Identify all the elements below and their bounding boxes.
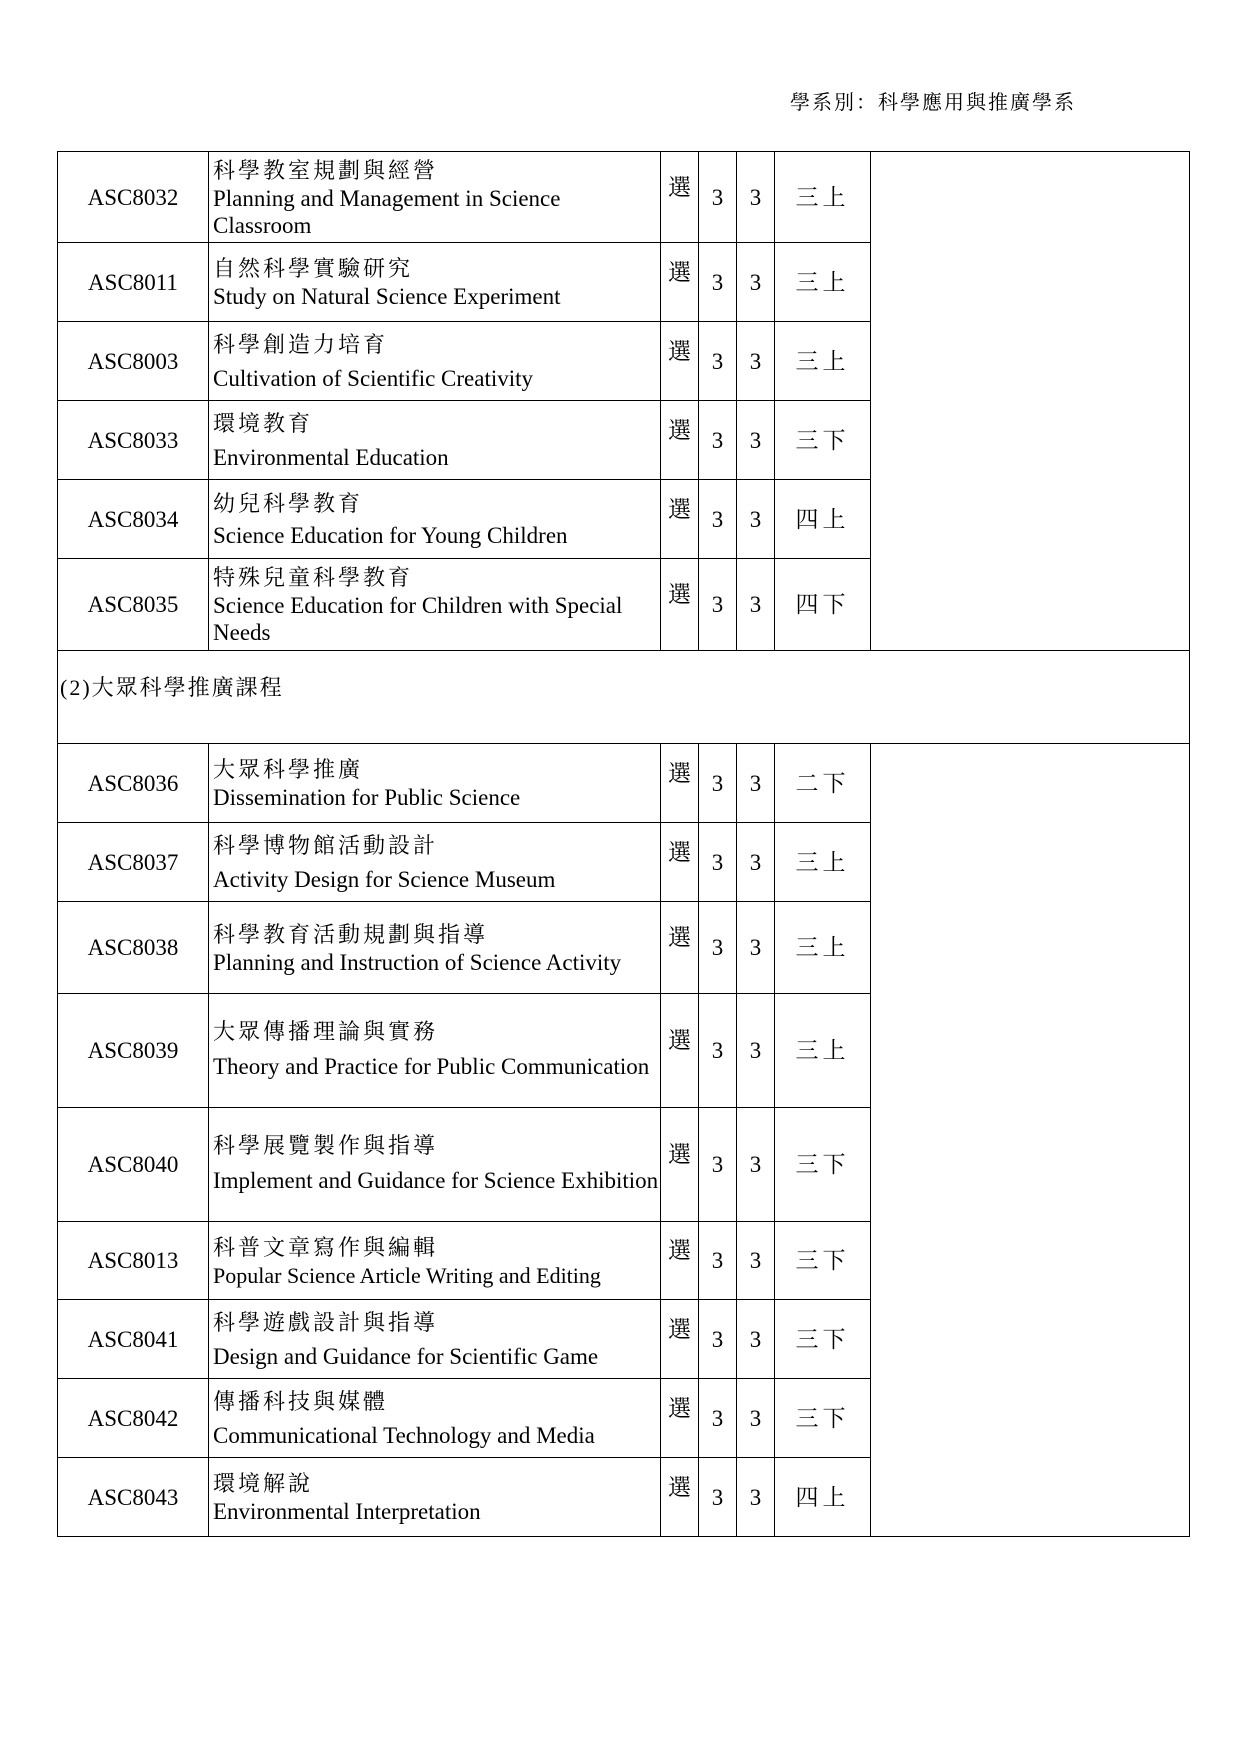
course-credits: 3 <box>699 559 737 651</box>
course-name <box>209 744 661 823</box>
course-code: ASC8042 <box>58 1379 209 1458</box>
course-credits: 3 <box>699 401 737 480</box>
course-type: 選 <box>661 1222 699 1300</box>
course-type: 選 <box>661 823 699 902</box>
course-name <box>209 480 661 559</box>
course-code: ASC8039 <box>58 994 209 1108</box>
course-name-zh: 科學教室規劃與經營 <box>213 157 439 183</box>
course-term: 三上 <box>775 322 871 401</box>
course-name-zh: 特殊兒童科學教育 <box>213 565 414 590</box>
course-hours: 3 <box>737 1458 775 1537</box>
course-name <box>209 1222 661 1300</box>
course-term: 四下 <box>775 559 871 651</box>
course-name <box>209 1300 661 1379</box>
course-hours: 3 <box>737 823 775 902</box>
course-type: 選 <box>661 1108 699 1222</box>
course-name-en: Popular Science Article Writing and Editing <box>213 1262 601 1288</box>
course-name <box>209 243 661 322</box>
course-name <box>209 1379 661 1458</box>
course-hours: 3 <box>737 480 775 559</box>
course-type: 選 <box>661 994 699 1108</box>
course-credits: 3 <box>699 1222 737 1300</box>
course-name <box>209 902 661 994</box>
course-term: 二下 <box>775 744 871 823</box>
course-name-en: Dissemination for Public Science <box>213 785 521 810</box>
course-term: 三上 <box>775 152 871 243</box>
course-name-en: Science Education for Young Children <box>213 523 568 548</box>
course-code: ASC8036 <box>58 744 209 823</box>
course-name <box>209 823 661 902</box>
course-code: ASC8041 <box>58 1300 209 1379</box>
course-table <box>57 151 1190 1537</box>
course-hours: 3 <box>737 744 775 823</box>
course-hours: 3 <box>737 401 775 480</box>
course-credits: 3 <box>699 322 737 401</box>
course-term: 四上 <box>775 1458 871 1537</box>
course-name-en: Planning and Instruction of Science Activity <box>213 949 622 975</box>
course-name-zh: 環境教育 <box>213 411 314 436</box>
course-type: 選 <box>661 152 699 243</box>
course-hours: 3 <box>737 994 775 1108</box>
course-credits: 3 <box>699 1458 737 1537</box>
course-name-zh: 大眾科學推廣 <box>213 757 364 782</box>
course-name <box>209 401 661 480</box>
course-type: 選 <box>661 1300 699 1379</box>
course-name-zh: 科學遊戲設計與指導 <box>213 1310 439 1335</box>
course-name-zh: 科學博物館活動設計 <box>213 833 439 858</box>
course-name <box>209 1458 661 1537</box>
course-type: 選 <box>661 902 699 994</box>
course-credits: 3 <box>699 1300 737 1379</box>
course-hours: 3 <box>737 559 775 651</box>
course-name-en: Environmental Interpretation <box>213 1499 481 1524</box>
course-hours: 3 <box>737 152 775 243</box>
course-name-en: Study on Natural Science Experiment <box>213 284 561 309</box>
course-name-zh: 科學展覽製作與指導 <box>213 1132 439 1158</box>
course-name-en: Environmental Education <box>213 445 449 470</box>
course-code: ASC8035 <box>58 559 209 651</box>
course-name-en: Activity Design for Science Museum <box>213 867 556 892</box>
course-code: ASC8040 <box>58 1108 209 1222</box>
course-hours: 3 <box>737 1300 775 1379</box>
course-type: 選 <box>661 1379 699 1458</box>
course-term: 三上 <box>775 994 871 1108</box>
course-credits: 3 <box>699 744 737 823</box>
course-term: 四上 <box>775 480 871 559</box>
remarks-cell <box>871 744 1190 1537</box>
course-code: ASC8033 <box>58 401 209 480</box>
course-name-zh: 幼兒科學教育 <box>213 491 364 516</box>
course-code: ASC8043 <box>58 1458 209 1537</box>
course-name-zh: 科學創造力培育 <box>213 332 389 357</box>
course-hours: 3 <box>737 1222 775 1300</box>
course-type: 選 <box>661 322 699 401</box>
course-name-en: Communicational Technology and Media <box>213 1423 595 1448</box>
course-name <box>209 1108 661 1222</box>
course-code: ASC8013 <box>58 1222 209 1300</box>
course-type: 選 <box>661 243 699 322</box>
course-credits: 3 <box>699 823 737 902</box>
course-type: 選 <box>661 559 699 651</box>
course-credits: 3 <box>699 1108 737 1222</box>
course-name-en: Theory and Practice for Public Communication <box>213 1053 650 1079</box>
course-code: ASC8011 <box>58 243 209 322</box>
course-code: ASC8038 <box>58 902 209 994</box>
course-name-zh: 大眾傳播理論與實務 <box>213 1018 439 1044</box>
course-name <box>209 559 661 651</box>
course-name-en: Cultivation of Scientific Creativity <box>213 366 534 391</box>
course-hours: 3 <box>737 243 775 322</box>
course-name-zh: 自然科學實驗研究 <box>213 256 414 281</box>
course-type: 選 <box>661 744 699 823</box>
course-code: ASC8032 <box>58 152 209 243</box>
course-code: ASC8034 <box>58 480 209 559</box>
course-name-zh: 傳播科技與媒體 <box>213 1389 389 1414</box>
course-term: 三上 <box>775 823 871 902</box>
course-name-zh: 科學教育活動規劃與指導 <box>213 921 489 947</box>
course-name-en: Implement and Guidance for Science Exhibition <box>213 1167 659 1193</box>
course-name <box>209 152 661 243</box>
course-term: 三下 <box>775 1108 871 1222</box>
course-credits: 3 <box>699 994 737 1108</box>
course-term: 三下 <box>775 1379 871 1458</box>
course-name-en: Planning and Management in Science Classroom <box>213 185 561 238</box>
table-row <box>58 152 1190 243</box>
section-header-row <box>58 651 1190 744</box>
course-term: 三上 <box>775 902 871 994</box>
table-row <box>58 744 1190 823</box>
course-credits: 3 <box>699 902 737 994</box>
course-term: 三下 <box>775 401 871 480</box>
course-name-zh: 環境解說 <box>213 1471 314 1496</box>
course-hours: 3 <box>737 322 775 401</box>
course-term: 三上 <box>775 243 871 322</box>
course-name <box>209 994 661 1108</box>
course-name <box>209 322 661 401</box>
course-credits: 3 <box>699 480 737 559</box>
course-code: ASC8037 <box>58 823 209 902</box>
course-code: ASC8003 <box>58 322 209 401</box>
course-term: 三下 <box>775 1222 871 1300</box>
department-label: 學系別：科學應用與推廣學系 <box>790 92 1076 114</box>
course-type: 選 <box>661 480 699 559</box>
course-term: 三下 <box>775 1300 871 1379</box>
course-hours: 3 <box>737 902 775 994</box>
course-name-en: Design and Guidance for Scientific Game <box>213 1344 599 1369</box>
section-title: (2)大眾科學推廣課程 <box>58 651 1190 744</box>
course-hours: 3 <box>737 1379 775 1458</box>
course-credits: 3 <box>699 243 737 322</box>
course-name-zh: 科普文章寫作與編輯 <box>213 1234 439 1260</box>
course-type: 選 <box>661 401 699 480</box>
course-hours: 3 <box>737 1108 775 1222</box>
course-name-en: Science Education for Children with Special Needs <box>213 593 623 645</box>
course-credits: 3 <box>699 1379 737 1458</box>
course-type: 選 <box>661 1458 699 1537</box>
remarks-cell <box>871 152 1190 651</box>
course-credits: 3 <box>699 152 737 243</box>
